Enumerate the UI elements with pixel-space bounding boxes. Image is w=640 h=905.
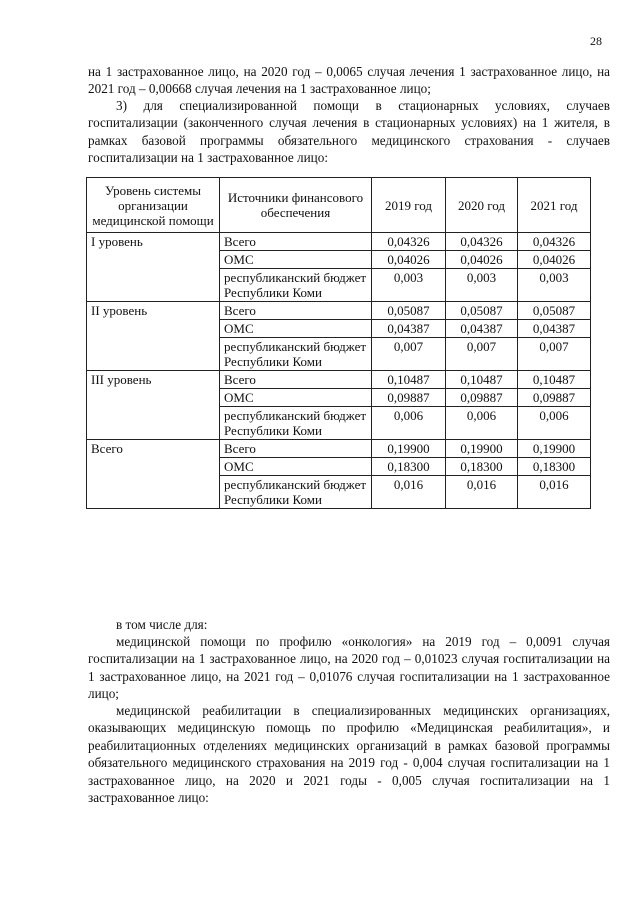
value-cell: 0,006: [372, 407, 446, 440]
value-cell: 0,19900: [518, 440, 591, 458]
source-cell: республиканский бюджет Республики Коми: [220, 269, 372, 302]
header-level: Уровень системы организации медицинской помощи: [87, 178, 220, 233]
value-cell: 0,016: [372, 476, 446, 509]
header-2020: 2020 год: [446, 178, 518, 233]
value-cell: 0,09887: [518, 389, 591, 407]
value-cell: 0,10487: [372, 371, 446, 389]
value-cell: 0,003: [446, 269, 518, 302]
value-cell: 0,04026: [372, 251, 446, 269]
source-cell: республиканский бюджет Республики Коми: [220, 407, 372, 440]
table-header-row: [87, 178, 591, 233]
table-row: [87, 371, 591, 389]
value-cell: 0,10487: [518, 371, 591, 389]
value-cell: 0,016: [518, 476, 591, 509]
table-row: [87, 302, 591, 320]
paragraph-specialized-care: 3) для специализированной помощи в стационарных условиях, случаев госпитализации (законченного случая лечения в стационарных условиях) на 1 жителя, в рамках базовой программы обязательного медицинского страхования - случаев госпитализации на 1 застрахованное лицо:: [88, 98, 610, 166]
level-cell: III уровень: [87, 371, 220, 440]
level-cell: II уровень: [87, 302, 220, 371]
source-cell: республиканский бюджет Республики Коми: [220, 476, 372, 509]
source-cell: ОМС: [220, 389, 372, 407]
value-cell: 0,006: [446, 407, 518, 440]
value-cell: 0,04026: [518, 251, 591, 269]
value-cell: 0,19900: [372, 440, 446, 458]
source-cell: ОМС: [220, 458, 372, 476]
header-source: Источники финансового обеспечения: [220, 178, 372, 233]
table-row: [87, 440, 591, 458]
paragraph-oncology: медицинской помощи по профилю «онкология» на 2019 год – 0,0091 случая госпитализации на 1 застрахованное лицо, на 2020 год – 0,01023 случая госпитализации на 1 застрахованное лицо, на 2021 год – 0,01076 случая госпитализации на 1 застрахованное лицо;: [88, 634, 610, 702]
value-cell: 0,18300: [446, 458, 518, 476]
header-2019: 2019 год: [372, 178, 446, 233]
value-cell: 0,18300: [518, 458, 591, 476]
level-cell: I уровень: [87, 233, 220, 302]
value-cell: 0,18300: [372, 458, 446, 476]
table-row: [87, 233, 591, 251]
source-cell: Всего: [220, 440, 372, 458]
value-cell: 0,016: [446, 476, 518, 509]
value-cell: 0,04387: [372, 320, 446, 338]
value-cell: 0,05087: [446, 302, 518, 320]
value-cell: 0,05087: [518, 302, 591, 320]
source-cell: республиканский бюджет Республики Коми: [220, 338, 372, 371]
source-cell: ОМС: [220, 251, 372, 269]
page-number: 28: [590, 34, 602, 48]
value-cell: 0,007: [446, 338, 518, 371]
paragraph-including: в том числе для:: [116, 617, 208, 632]
paragraph-rehabilitation: медицинской реабилитации в специализированных медицинских организациях, оказывающих медицинскую помощь по профилю «Медицинская реабилитация», и реабилитационных отделениях медицинских организаций в рамках базовой программы обязательного медицинского страхования на 2019 год - 0,004 случая госпитализации на 1 застрахованное лицо, на 2020 и 2021 годы - 0,005 случая госпитализации на 1 застрахованное лицо:: [88, 703, 610, 806]
value-cell: 0,09887: [446, 389, 518, 407]
source-cell: Всего: [220, 371, 372, 389]
header-2021: 2021 год: [518, 178, 591, 233]
value-cell: 0,003: [372, 269, 446, 302]
source-cell: Всего: [220, 302, 372, 320]
value-cell: 0,04387: [518, 320, 591, 338]
value-cell: 0,04387: [446, 320, 518, 338]
value-cell: 0,003: [518, 269, 591, 302]
value-cell: 0,09887: [372, 389, 446, 407]
value-cell: 0,04026: [446, 251, 518, 269]
value-cell: 0,04326: [518, 233, 591, 251]
value-cell: 0,04326: [446, 233, 518, 251]
source-cell: Всего: [220, 233, 372, 251]
value-cell: 0,006: [518, 407, 591, 440]
level-cell: Всего: [87, 440, 220, 509]
value-cell: 0,007: [372, 338, 446, 371]
value-cell: 0,04326: [372, 233, 446, 251]
value-cell: 0,007: [518, 338, 591, 371]
hospitalization-rates-table: [86, 177, 591, 509]
source-cell: ОМС: [220, 320, 372, 338]
value-cell: 0,10487: [446, 371, 518, 389]
value-cell: 0,05087: [372, 302, 446, 320]
value-cell: 0,19900: [446, 440, 518, 458]
paragraph-outpatient-continuation: на 1 застрахованное лицо, на 2020 год – 0,0065 случая лечения 1 застрахованное лицо, на 2021 год – 0,00668 случая лечения на 1 застрахованное лицо;: [88, 64, 610, 97]
